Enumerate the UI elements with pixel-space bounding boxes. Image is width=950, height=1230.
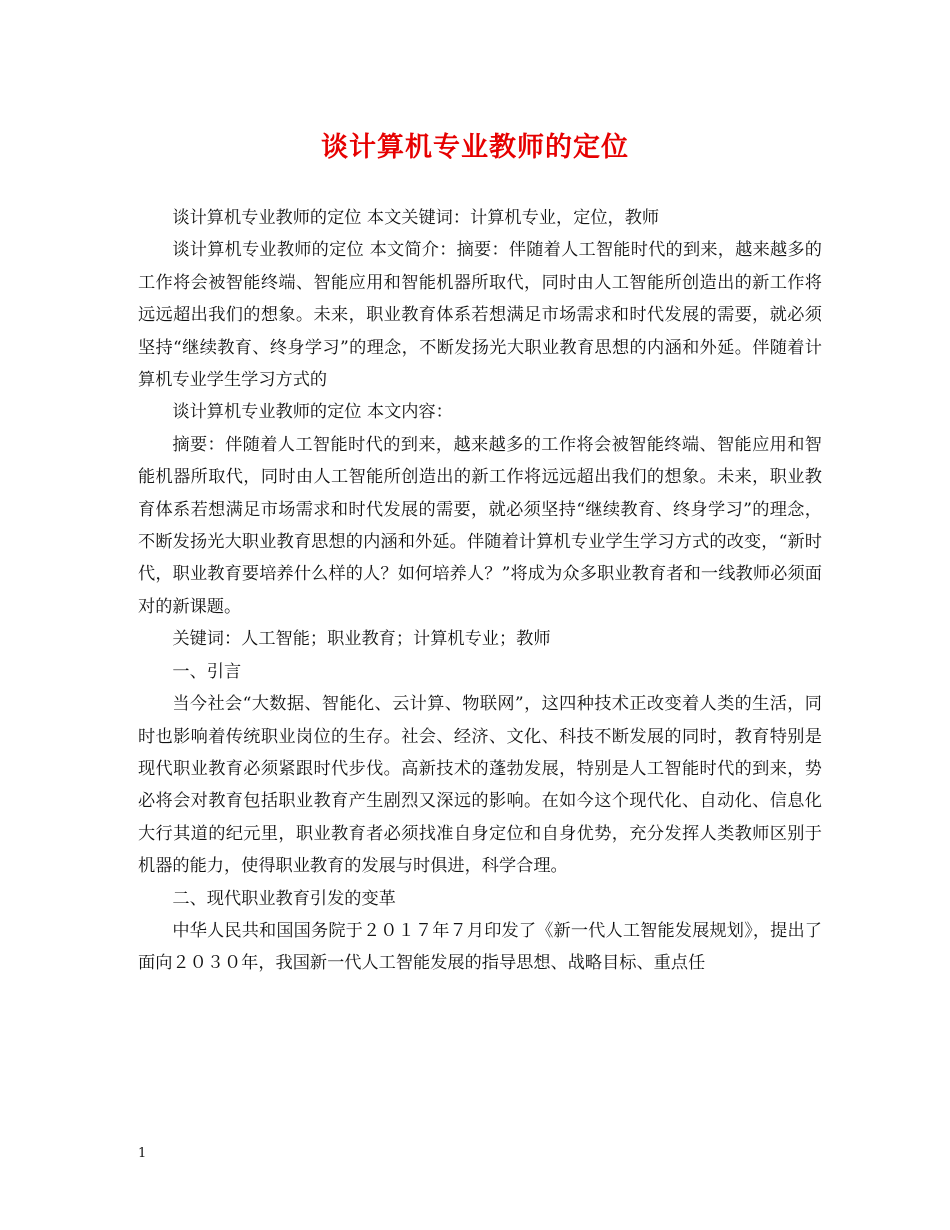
abstract-paragraph: 摘要：伴随着人工智能时代的到来，越来越多的工作将会被智能终端、智能应用和智能机器所取代，同时由人工智能所创造出的新工作将远远超出我们的想象。未来，职业教育体系若想满足市场需求和时代发展的需要，就必须坚持“继续教育、终身学习”的理念，不断发扬光大职业教育思想的内涵和外延。伴随着计算机专业学生学习方式的改变，“新时代，职业教育要培养什么样的人？如何培养人？”将成为众多职业教育者和一线教师必须面对的新课题。 (138, 434, 822, 617)
content-heading: 谈计算机专业教师的定位 本文内容： (172, 402, 453, 423)
summary-paragraph: 谈计算机专业教师的定位 本文简介：摘要：伴随着人工智能时代的到来，越来越多的工作将会被智能终端、智能应用和智能机器所取代，同时由人工智能所创造出的新工作将远远超出我们的想象。未来，职业教育体系若想满足市场需求和时代发展的需要，就必须坚持“继续教育、终身学习”的理念，不断发扬光大职业教育思想的内涵和外延。伴随着计算机专业学生学习方式的 (138, 240, 822, 391)
keywords-paragraph: 关键词：人工智能；职业教育；计算机专业；教师 (172, 629, 551, 650)
keywords-line: 谈计算机专业教师的定位 本文关键词：计算机专业，定位，教师 (172, 208, 660, 228)
page-number: 1 (138, 1146, 147, 1161)
document-title: 谈计算机专业教师的定位 (321, 132, 629, 163)
document-body (138, 202, 822, 980)
section-heading-changes: 二、现代职业教育引发的变革 (172, 888, 396, 909)
section-heading-introduction: 一、引言 (172, 661, 242, 682)
introduction-paragraph: 当今社会“大数据、智能化、云计算、物联网”，这四种技术正改变着人类的生活，同时也影响着传统职业岗位的生存。社会、经济、文化、科技不断发展的同时，教育特别是现代职业教育必须紧跟时代步伐。高新技术的蓬勃发展，特别是人工智能时代的到来，势必将会对教育包括职业教育产生剧烈又深远的影响。在如今这个现代化、自动化、信息化大行其道的纪元里，职业教育者必须找准自身定位和自身优势，充分发挥人类教师区别于机器的能力，使得职业教育的发展与时俱进，科学合理。 (138, 694, 822, 877)
changes-paragraph: 中华人民共和国国务院于２０１７年７月印发了《新一代人工智能发展规划》，提出了面向２０３０年，我国新一代人工智能发展的指导思想、战略目标、重点任 (138, 920, 822, 974)
